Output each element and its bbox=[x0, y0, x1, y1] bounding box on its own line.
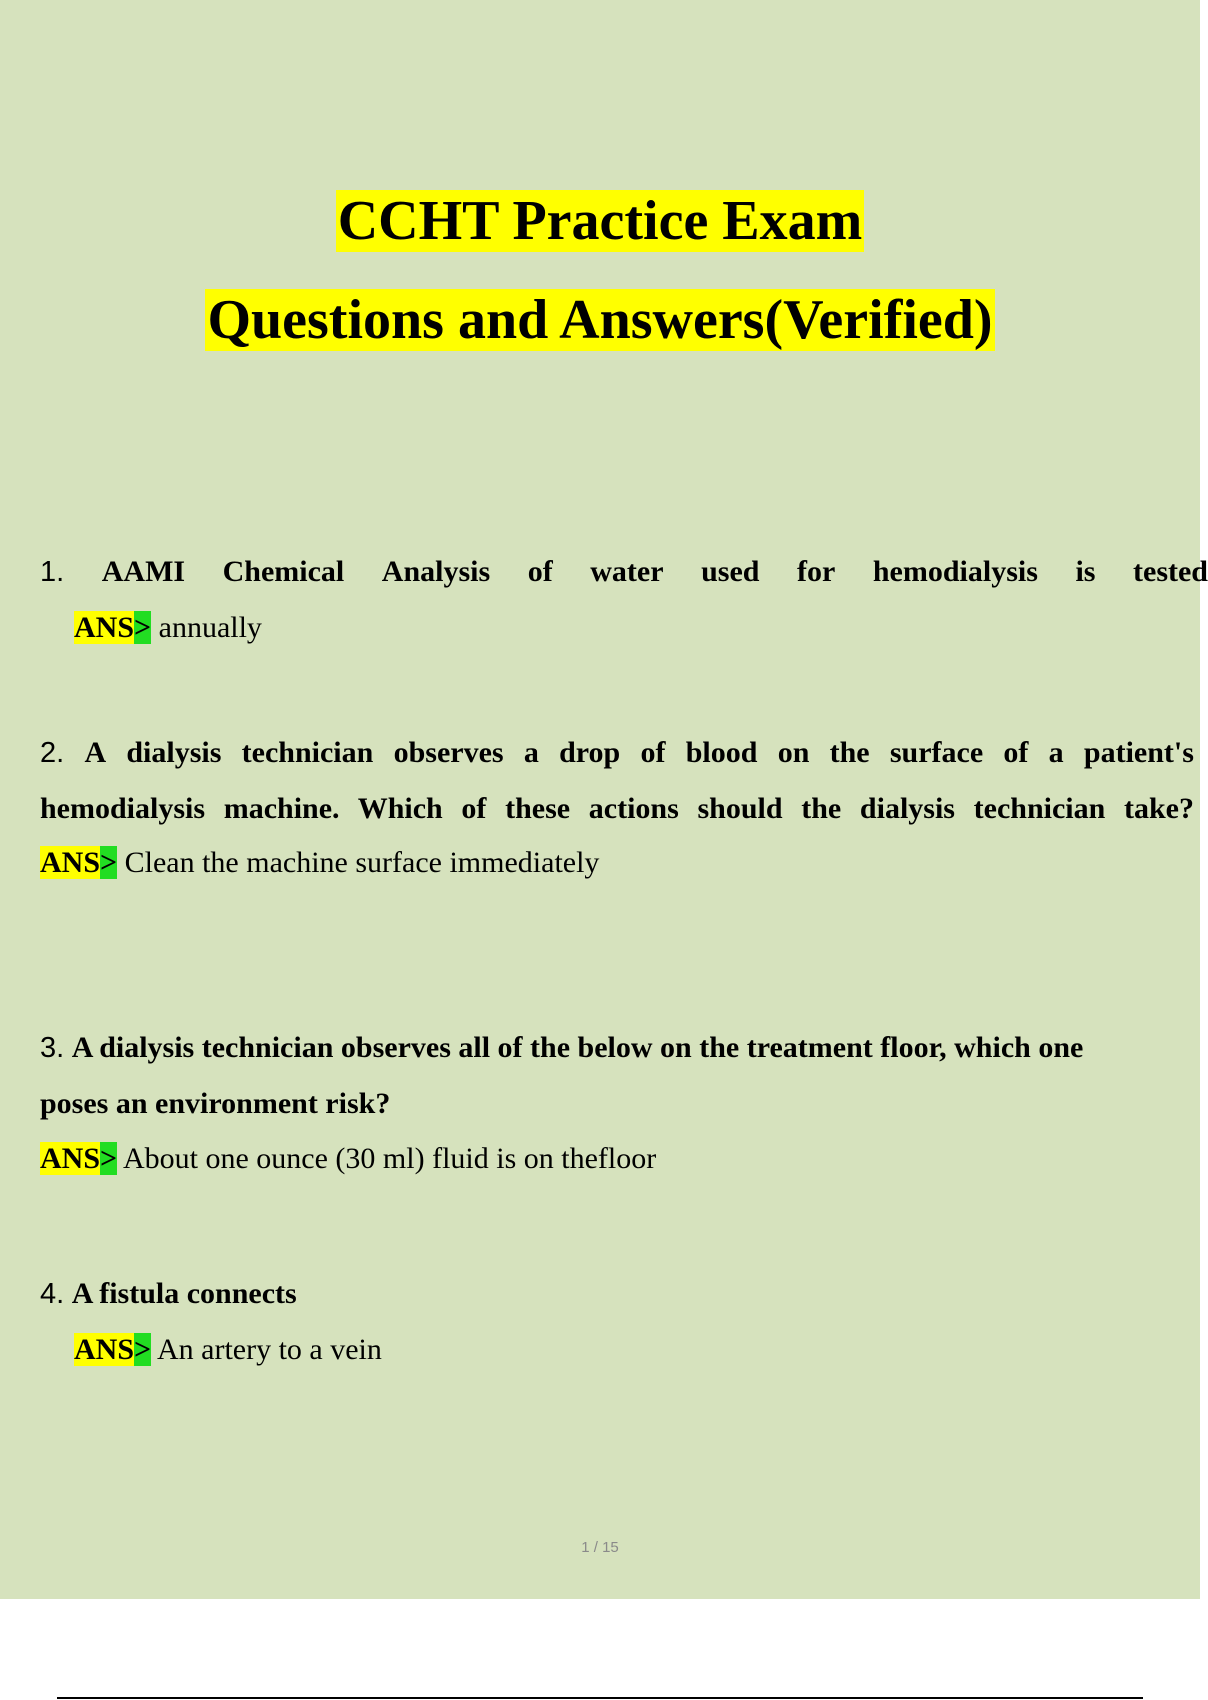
question-1-text bbox=[40, 552, 1208, 592]
question-1-word: used bbox=[701, 555, 760, 588]
next-page-rule bbox=[57, 1697, 1143, 1699]
question-2-word: observes bbox=[393, 736, 504, 769]
answer-text: An artery to a vein bbox=[156, 1333, 382, 1366]
question-1-word: of bbox=[527, 555, 553, 588]
question-2-word: of bbox=[1003, 736, 1029, 769]
question-2-word: patient's bbox=[1083, 736, 1194, 769]
document-title bbox=[0, 188, 1200, 254]
question-4-text-line1: A fistula connects bbox=[71, 1277, 297, 1310]
question-1-word: AAMI bbox=[101, 555, 186, 588]
question-2-word: technician bbox=[241, 736, 374, 769]
question-2-word: A bbox=[84, 736, 107, 769]
question-2-number: 2. bbox=[40, 737, 65, 769]
page-number: 1 / 15 bbox=[581, 1539, 619, 1556]
question-1-word: Analysis bbox=[381, 555, 491, 588]
question-1-word: for bbox=[797, 555, 836, 588]
question-4-number: 4. bbox=[40, 1278, 65, 1310]
question-3-text-line1 bbox=[40, 1028, 1083, 1068]
answer-text: annually bbox=[158, 611, 262, 644]
question-3-number: 3. bbox=[40, 1032, 65, 1064]
answer-text: Clean the machine surface immediately bbox=[124, 846, 600, 879]
question-2-word: of bbox=[640, 736, 666, 769]
answer-text: About one ounce (30 ml) fluid is on thefloor bbox=[122, 1142, 657, 1175]
question-2-answer bbox=[40, 843, 599, 883]
question-1-answer bbox=[74, 608, 262, 648]
answer-arrow: > bbox=[100, 846, 118, 879]
question-2-word: drop bbox=[559, 736, 621, 769]
question-1-number: 1. bbox=[40, 556, 65, 588]
question-4-text bbox=[40, 1274, 297, 1314]
question-3-answer bbox=[40, 1139, 656, 1179]
question-2-text-line1 bbox=[40, 733, 1194, 773]
document-subtitle bbox=[0, 287, 1200, 353]
answer-label: ANS bbox=[74, 1333, 135, 1366]
question-2-word: blood bbox=[685, 736, 758, 769]
question-2-word: dialysis bbox=[126, 736, 222, 769]
answer-arrow: > bbox=[100, 1142, 118, 1175]
question-1-word: is bbox=[1075, 555, 1096, 588]
question-2-word: a bbox=[1048, 736, 1064, 769]
document-title-line2: Questions and Answers(Verified) bbox=[207, 289, 993, 351]
question-1-word: tested bbox=[1133, 555, 1208, 588]
document-title-line1: CCHT Practice Exam bbox=[337, 190, 863, 252]
question-3-text-line2: poses an environment risk? bbox=[40, 1087, 391, 1120]
question-2-text-line2: hemodialysis machine. Which of these actions should the dialysis technician take? bbox=[40, 792, 1194, 825]
answer-label: ANS bbox=[40, 1142, 101, 1175]
answer-arrow: > bbox=[134, 611, 152, 644]
question-2-word: surface bbox=[889, 736, 984, 769]
question-2-word: on bbox=[777, 736, 810, 769]
question-3-text: A dialysis technician observes all of the below on the treatment floor, which one bbox=[71, 1031, 1084, 1064]
answer-label: ANS bbox=[74, 611, 135, 644]
question-1-word: water bbox=[590, 555, 664, 588]
answer-arrow: > bbox=[134, 1333, 152, 1366]
question-1-word: Chemical bbox=[222, 555, 345, 588]
question-2-word: a bbox=[523, 736, 539, 769]
question-1-word: hemodialysis bbox=[872, 555, 1038, 588]
answer-label: ANS bbox=[40, 846, 101, 879]
question-2-word: the bbox=[829, 736, 870, 769]
question-4-answer bbox=[74, 1330, 382, 1370]
